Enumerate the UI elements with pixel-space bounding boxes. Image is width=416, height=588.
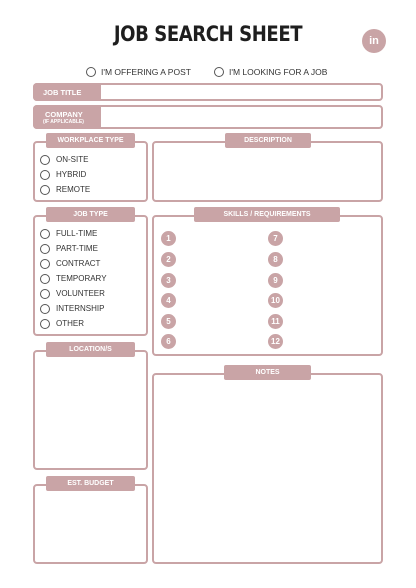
company-label: COMPANY (IF APPLICABLE) [33, 105, 101, 129]
budget-box[interactable] [33, 484, 148, 564]
skill-number-2: 2 [161, 252, 176, 267]
checkbox-circle[interactable] [40, 155, 50, 165]
workplace-options [40, 152, 90, 197]
job-type-option[interactable]: PART-TIME [40, 241, 107, 256]
checkbox-circle[interactable] [40, 229, 50, 239]
radio-circle[interactable] [86, 67, 96, 77]
workplace-type-heading: WORKPLACE TYPE [46, 133, 135, 148]
job-type-options [40, 226, 107, 331]
skill-number-12: 12 [268, 334, 283, 349]
job-title-label: JOB TITLE [33, 83, 101, 101]
checkbox-circle[interactable] [40, 259, 50, 269]
checkbox-circle[interactable] [40, 274, 50, 284]
offering-post-option[interactable] [86, 65, 191, 79]
checkbox-circle[interactable] [40, 244, 50, 254]
workplace-option-onsite[interactable]: ON-SITE [40, 152, 90, 167]
job-type-option[interactable]: CONTRACT [40, 256, 107, 271]
job-type-option[interactable]: TEMPORARY [40, 271, 107, 286]
checkbox-circle[interactable] [40, 185, 50, 195]
workplace-option-remote[interactable]: REMOTE [40, 182, 90, 197]
skill-number-4: 4 [161, 293, 176, 308]
checkbox-circle[interactable] [40, 289, 50, 299]
looking-job-option[interactable] [214, 65, 327, 79]
job-type-option[interactable]: VOLUNTEER [40, 286, 107, 301]
workplace-option-hybrid[interactable]: HYBRID [40, 167, 90, 182]
notes-box[interactable] [152, 373, 383, 564]
skill-number-3: 3 [161, 273, 176, 288]
skill-number-11: 11 [268, 314, 283, 329]
job-type-option[interactable]: FULL-TIME [40, 226, 107, 241]
job-type-option[interactable]: OTHER [40, 316, 107, 331]
skill-number-6: 6 [161, 334, 176, 349]
radio-circle[interactable] [214, 67, 224, 77]
page-title: JOB SEARCH SHEET [113, 22, 303, 46]
skill-number-10: 10 [268, 293, 283, 308]
skill-number-7: 7 [268, 231, 283, 246]
looking-job-label: I'M LOOKING FOR A JOB [229, 67, 328, 77]
skill-number-1: 1 [161, 231, 176, 246]
description-heading: DESCRIPTION [225, 133, 311, 148]
checkbox-circle[interactable] [40, 304, 50, 314]
notes-heading: NOTES [224, 365, 311, 380]
skill-number-5: 5 [161, 314, 176, 329]
description-box[interactable] [152, 141, 383, 202]
checkbox-circle[interactable] [40, 319, 50, 329]
locations-heading: LOCATION/S [46, 342, 135, 357]
checkbox-circle[interactable] [40, 170, 50, 180]
budget-heading: EST. BUDGET [46, 476, 135, 491]
locations-box[interactable] [33, 350, 148, 470]
offering-post-label: I'M OFFERING A POST [101, 67, 191, 77]
job-type-heading: JOB TYPE [46, 207, 135, 222]
linkedin-icon[interactable]: in [362, 29, 386, 53]
skill-number-9: 9 [268, 273, 283, 288]
skill-number-8: 8 [268, 252, 283, 267]
job-type-option[interactable]: INTERNSHIP [40, 301, 107, 316]
skills-heading: SKILLS / REQUIREMENTS [194, 207, 340, 222]
